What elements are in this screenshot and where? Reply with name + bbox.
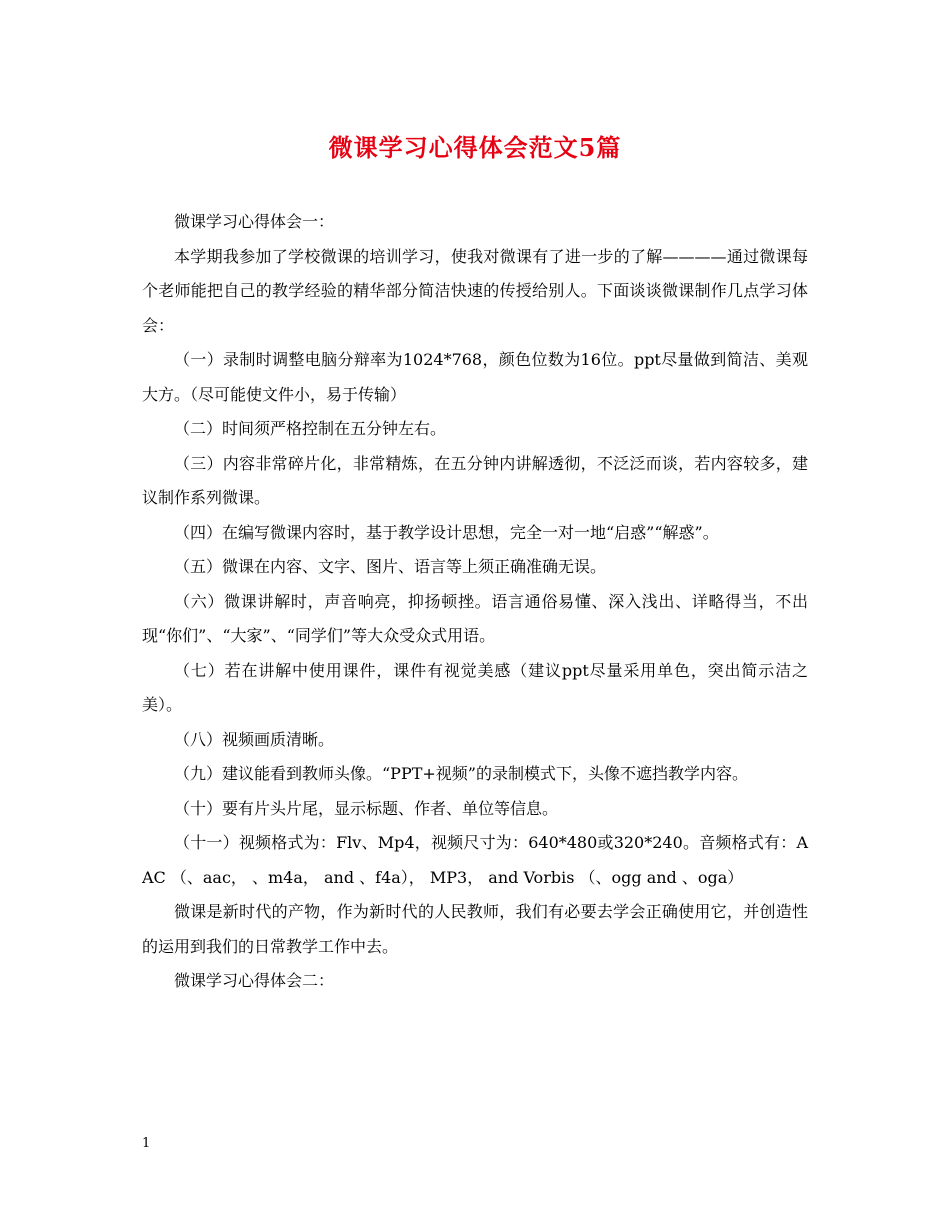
paragraph: （六）微课讲解时，声音响亮，抑扬顿挫。语言通俗易懂、深入浅出、详略得当，不出现“你们”、“大家”、“同学们”等大众受众式用语。 bbox=[142, 591, 808, 645]
paragraph: （七）若在讲解中使用课件，课件有视觉美感（建议ppt尽量采用单色，突出简示洁之美）。 bbox=[142, 660, 808, 714]
paragraph: （十）要有片头片尾，显示标题、作者、单位等信息。 bbox=[174, 798, 559, 818]
paragraph: 微课是新时代的产物，作为新时代的人民教师，我们有必要去学会正确使用它，并创造性的运用到我们的日常教学工作中去。 bbox=[142, 902, 808, 956]
paragraph: 微课学习心得体会一： bbox=[174, 212, 335, 231]
paragraph: （一）录制时调整电脑分辩率为1024*768，颜色位数为16位。ppt尽量做到简洁、美观大方。（尽可能使文件小，易于传输） bbox=[142, 350, 808, 404]
paragraph: 本学期我参加了学校微课的培训学习，使我对微课有了进一步的了解————通过微课每个老师能把自己的教学经验的精华部分简洁快速的传授给别人。下面谈谈微课制作几点学习体会： bbox=[142, 246, 808, 335]
paragraph: （三）内容非常碎片化，非常精炼，在五分钟内讲解透彻，不泛泛而谈，若内容较多，建议制作系列微课。 bbox=[142, 453, 808, 507]
page-title: 微课学习心得体会范文5篇 bbox=[328, 133, 622, 162]
paragraph: （五）微课在内容、文字、图片、语言等上须正确准确无误。 bbox=[174, 557, 607, 576]
paragraph: （四）在编写微课内容时，基于教学设计思想，完全一对一地“启惑”“解惑”。 bbox=[174, 522, 719, 542]
paragraph: （八）视频画质清晰。 bbox=[174, 729, 335, 749]
paragraph: （十一）视频格式为：Flv、Mp4，视频尺寸为：640*480或320*240。音频格式有：AAC （、aac， 、m4a， and 、f4a）， MP3， and Vorbis （、ogg and 、oga） bbox=[142, 833, 808, 887]
page-number: 1 bbox=[142, 1136, 151, 1151]
paragraph: 微课学习心得体会二： bbox=[174, 971, 335, 990]
paragraph: （九）建议能看到教师头像。“PPT+视频”的录制模式下，头像不遮挡教学内容。 bbox=[174, 764, 748, 783]
paragraph: （二）时间须严格控制在五分钟左右。 bbox=[174, 419, 447, 438]
document-body bbox=[142, 205, 808, 999]
